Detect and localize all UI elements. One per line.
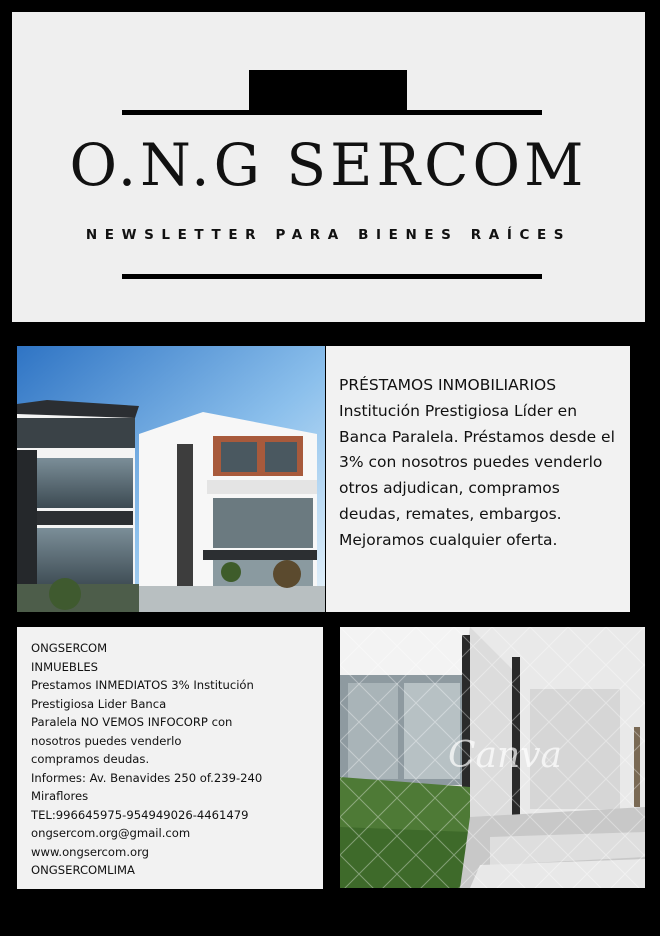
canva-watermark: Canva: [448, 735, 562, 776]
website-line: www.ongsercom.org: [31, 844, 150, 859]
contact-line: Prestigiosa Lider Banca: [31, 696, 167, 711]
newsletter-title: O.N.G SERCOM: [69, 131, 588, 199]
address-line: Miraflores: [31, 789, 89, 803]
contact-card: [17, 627, 323, 889]
loans-text: [339, 373, 629, 554]
loans-heading: PRÉSTAMOS INMOBILIARIOS: [339, 376, 557, 394]
loans-text-line: 3% con nosotros puedes venderlo: [339, 453, 603, 472]
contact-line: Paralela NO VEMOS INFOCORP con: [31, 715, 233, 729]
address-line: Informes: Av. Benavides 250 of.239-240: [31, 770, 263, 785]
contact-line: INMUEBLES: [31, 659, 99, 674]
loans-text-line: Institución Prestigiosa Líder en: [339, 401, 578, 420]
loans-text-line: Banca Paralela. Préstamos desde el: [339, 427, 615, 446]
contact-line: compramos deudas.: [31, 752, 150, 766]
phone-line: TEL:996645975-954949026-4461479: [31, 807, 249, 822]
interior-photo: [340, 627, 645, 888]
masthead-bottom-rule: [122, 274, 542, 279]
company-name: ONGSERCOM: [31, 641, 108, 655]
social-handle-line: ONGSERCOMLIMA: [31, 863, 135, 877]
masthead-tab-block: [249, 70, 407, 110]
loans-text-card: [326, 346, 630, 612]
loans-text-line: otros adjudican, compramos: [339, 479, 560, 498]
contact-text: [31, 639, 316, 880]
loans-text-line: Mejoramos cualquier oferta.: [339, 530, 558, 549]
email-line: ongsercom.org@gmail.com: [31, 826, 191, 840]
loans-text-line: deudas, remates, embargos.: [339, 504, 562, 523]
contact-line: Prestamos INMEDIATOS 3% Institución: [31, 678, 254, 692]
masthead-top-rule: [122, 110, 542, 115]
newsletter-subtitle: NEWSLETTER PARA BIENES RAÍCES: [85, 227, 572, 243]
masthead: [12, 12, 645, 322]
modern-building-photo: [17, 346, 325, 612]
contact-line: nosotros puedes venderlo: [31, 733, 182, 748]
